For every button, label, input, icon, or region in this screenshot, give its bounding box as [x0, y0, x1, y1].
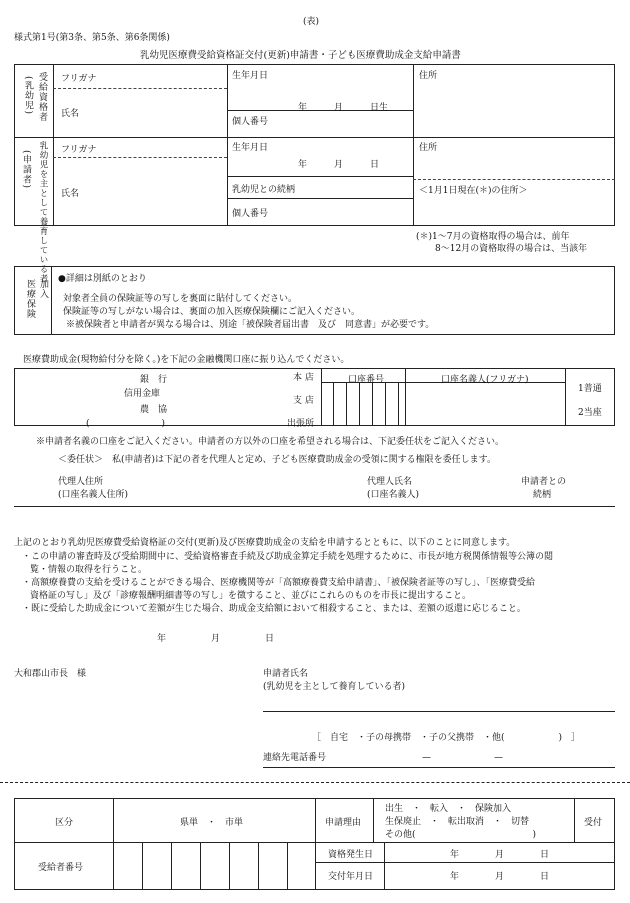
proxy-relation-sub: 続柄	[533, 490, 552, 500]
bank-type-other: ( )	[86, 419, 166, 429]
cut-line	[0, 782, 630, 783]
guardian-relation-label: 乳幼児との続柄	[232, 185, 296, 195]
consent-bullet1a: ・この申請の審査時及び受給期間中に、受給資格審査手続及び助成金算定手続を処理するために、市長が地方税関係情報等公簿の閲	[22, 552, 554, 562]
office-reason2: 生保廃止 ・ 転出取消 ・ 切替	[385, 817, 530, 827]
office-issue-date-label: 交付年月日	[328, 872, 374, 882]
side-label: (表)	[303, 17, 320, 27]
branch-honten: 本 店	[293, 373, 314, 383]
consent-bullet1b: 覧・情報の取得を行うこと。	[30, 565, 148, 575]
insurance-line1: ●詳細は別紙のとおり	[58, 274, 147, 284]
office-receipt: 受付	[584, 818, 603, 828]
consent-bullet3: ・既に受給した助成金について差額が生じた場合、助成金支給額において相殺すること、または、差額の返還に応じること。	[22, 604, 526, 614]
bank-type-bank: 銀 行	[140, 375, 168, 385]
guardian-name-label: 氏名	[61, 189, 80, 199]
insurance-line4: ※被保険者と申請者が異なる場合は、別途「被保険者届出書 及び 同意書」が必要です。	[66, 320, 435, 330]
phone-line[interactable]	[263, 767, 615, 768]
recipient-group-label: 受給資格者	[37, 72, 47, 122]
star-note-line2: 8～12月の資格取得の場合は、当該年	[435, 244, 588, 254]
star-note-line1: (＊)1～7月の資格取得の場合は、前年	[416, 232, 570, 242]
guardian-birthdate-suffix: 年 月 日	[298, 160, 380, 170]
insurance-line2: 対象者全員の保険証等の写しを裏面に貼付してください。	[63, 294, 298, 304]
insurance-line3: 保険証等の写しがない場合は、裏面の加入医療保険欄にご記入ください。	[63, 307, 361, 317]
recipient-birthdate-label: 生年月日	[232, 71, 269, 81]
proxy-name-sub: (口座名義人)	[367, 490, 420, 500]
proxy-note: ※申請者名義の口座をご記入ください。申請者の方以外の口座を希望される場合は、下記委任状をご記入ください。	[36, 437, 505, 447]
account-name-header: 口座名義人(フリガナ)	[441, 375, 529, 385]
recipient-group-sub: (乳幼児)	[23, 76, 33, 116]
insurance-label-a: 加入	[38, 279, 48, 299]
phone-options: ［ 自宅 ・子の母携帯 ・子の父携帯 ・他( ) ］	[312, 733, 581, 743]
guardian-address-label: 住所	[419, 143, 438, 153]
addressee: 大和郡山市長 様	[14, 669, 87, 679]
office-start-date-value: 年 月 日	[450, 850, 550, 860]
proxy-statement: ＜委任状＞ 私(申請者)は下記の者を代理人と定め、子ども医療費助成金の受領に関する権限を委任します。	[58, 455, 496, 465]
guardian-furigana-label: フリガナ	[61, 145, 97, 155]
consent-lead: 上記のとおり乳幼児医療費受給資格証の交付(更新)及び医療費助成金の支給を申請するとともに、以下のことに同意します。	[14, 538, 516, 548]
applicant-name-sub: (乳幼児を主として養育している者)	[263, 682, 406, 692]
form-number: 様式第1号(第3条、第5条、第6条関係)	[14, 33, 170, 43]
phone-dashes: — —	[422, 753, 504, 763]
bank-type-nokyo: 農 協	[140, 405, 168, 415]
recipient-birthdate-suffix: 年 月 日生	[298, 103, 389, 113]
account-kind-toza: 2当座	[578, 408, 602, 418]
recipient-my-number-label: 個人番号	[232, 117, 269, 127]
office-reason3: その他( )	[385, 830, 537, 840]
recipient-name-label: 氏名	[61, 109, 80, 119]
proxy-address-sub: (口座名義人住所)	[58, 490, 129, 500]
guardian-group-sub: (申請者)	[21, 150, 31, 190]
page-title: 乳幼児医療費受給資格証交付(更新)申請書・子ども医療費助成金支給申請書	[140, 50, 461, 61]
bank-intro: 医療費助成金(現物給付分を除く。)を下記の金融機関口座に振り込んでください。	[23, 355, 350, 365]
insurance-label-b: 医療保険	[25, 279, 35, 319]
office-kubun: 区分	[55, 818, 74, 828]
office-recipient-no: 受給者番号	[38, 863, 84, 873]
guardian-jan1-address-label: ＜1月1日現在(＊)の住所＞	[419, 186, 528, 196]
branch-shiten: 支 店	[293, 396, 314, 406]
office-reason1: 出生 ・ 転入 ・ 保険加入	[385, 804, 512, 814]
phone-label: 連絡先電話番号	[263, 753, 327, 763]
applicant-signature-line[interactable]	[263, 711, 615, 712]
office-start-date-label: 資格発生日	[328, 850, 374, 860]
bank-type-shinkin: 信用金庫	[124, 389, 161, 399]
branch-shutchosho: 出張所	[287, 419, 315, 429]
guardian-my-number-label: 個人番号	[232, 209, 269, 219]
recipient-address-label: 住所	[419, 71, 438, 81]
recipient-furigana-label: フリガナ	[61, 74, 97, 84]
office-kentan: 県単 ・ 市単	[180, 818, 244, 828]
account-number-header: 口座番号	[348, 375, 385, 385]
guardian-birthdate-label: 生年月日	[232, 143, 269, 153]
proxy-name-label: 代理人氏名	[367, 477, 413, 487]
office-issue-date-value: 年 月 日	[450, 872, 550, 882]
applicant-name-label: 申請者氏名	[263, 669, 309, 679]
consent-bullet2b: 資格証の写し」及び「診療報酬明細書等の写し」を徴すること、並びにこれらのものを市長に提出すること。	[30, 591, 472, 601]
proxy-relation-label: 申請者との	[521, 477, 567, 487]
guardian-group-label: 乳幼児を主として養育している者	[38, 141, 48, 284]
proxy-address-label: 代理人住所	[58, 477, 104, 487]
sign-date: 年 月 日	[157, 634, 275, 644]
account-kind-futsu: 1普通	[578, 384, 602, 394]
office-reason-label: 申請理由	[325, 818, 362, 828]
consent-bullet2a: ・高額療養費の支給を受けることができる場合、医療機関等が「高額療養費支給申請書」、「被保険者証等の写し」、「医療費受給	[22, 578, 536, 588]
